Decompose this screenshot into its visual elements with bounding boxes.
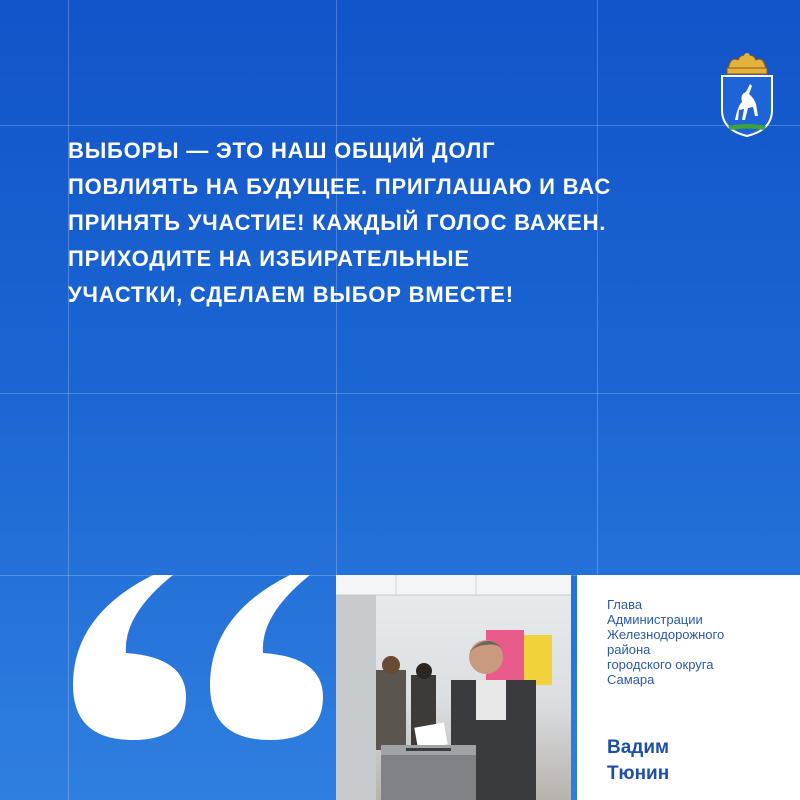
voting-photo-illustration xyxy=(336,575,571,800)
position-line: района xyxy=(607,642,651,657)
author-position xyxy=(607,597,792,687)
author-first-name: Вадим xyxy=(607,737,670,758)
position-line: Глава xyxy=(607,597,643,612)
position-line: Железнодорожного xyxy=(607,627,725,642)
samara-coat-of-arms-icon xyxy=(718,50,776,138)
quote-line: УЧАСТКИ, СДЕЛАЕМ ВЫБОР ВМЕСТЕ! xyxy=(68,282,514,307)
voting-photo xyxy=(336,575,571,800)
position-line: городского округа xyxy=(607,657,714,672)
quote-line: ПОВЛИЯТЬ НА БУДУЩЕЕ. ПРИГЛАШАЮ И ВАС xyxy=(68,174,612,199)
quote-line: ВЫБОРЫ — ЭТО НАШ ОБЩИЙ ДОЛГ xyxy=(68,138,496,163)
position-line: Самара xyxy=(607,672,655,687)
quotation-mark-icon xyxy=(68,575,330,740)
position-line: Администрации xyxy=(607,612,703,627)
author-name xyxy=(607,735,787,787)
quote-line: ПРИНЯТЬ УЧАСТИЕ! КАЖДЫЙ ГОЛОС ВАЖЕН. xyxy=(68,210,607,235)
quote-text xyxy=(68,133,708,313)
grid-line xyxy=(0,125,800,126)
quote-line: ПРИХОДИТЕ НА ИЗБИРАТЕЛЬНЫЕ xyxy=(68,246,470,271)
author-card xyxy=(577,575,800,800)
grid-line xyxy=(0,393,800,394)
author-last-name: Тюнин xyxy=(607,763,670,784)
